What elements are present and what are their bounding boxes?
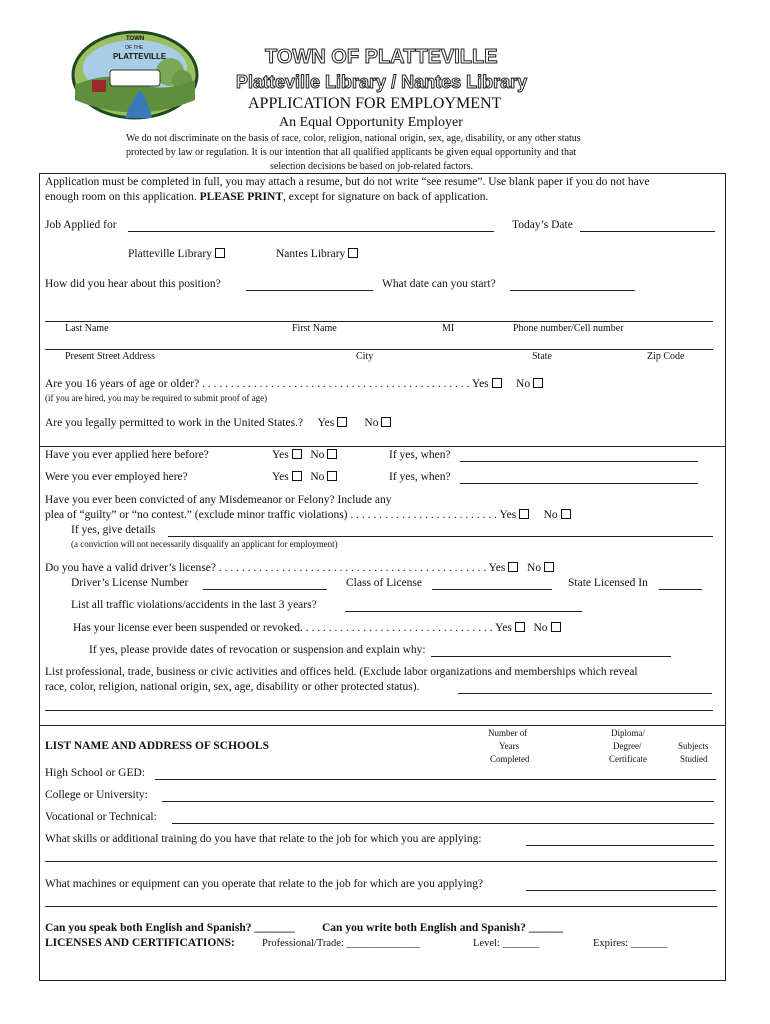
skills-label: What skills or additional training do you have that relate to the job for which you are applying: bbox=[45, 833, 482, 845]
employed-when-label: If yes, when? bbox=[389, 471, 451, 483]
phone-label: Phone number/Cell number bbox=[513, 323, 624, 334]
platteville-library-label: Platteville Library bbox=[128, 248, 212, 260]
suspension-explain-label: If yes, please provide dates of revocation or suspension and explain why: bbox=[89, 644, 426, 656]
intro-line-1: Application must be completed in full, you may attach a resume, but do not write “see resume”. Use blank paper if you do not have bbox=[45, 176, 650, 188]
permitted-question-text: Are you legally permitted to work in the United States.? bbox=[45, 417, 304, 429]
zip-label: Zip Code bbox=[647, 351, 685, 362]
high-school-label: High School or GED: bbox=[45, 767, 145, 779]
machines-field-2[interactable] bbox=[45, 906, 717, 907]
schools-heading: LIST NAME AND ADDRESS OF SCHOOLS bbox=[45, 740, 269, 752]
name-line[interactable] bbox=[45, 321, 713, 322]
suspended-yes-checkbox[interactable] bbox=[515, 622, 525, 632]
employed-yes-label: Yes bbox=[272, 471, 289, 483]
speak-spanish-question: Can you speak both English and Spanish? _______ bbox=[45, 922, 295, 934]
col-subjects-1: Subjects bbox=[678, 741, 709, 751]
permitted-no-checkbox[interactable] bbox=[381, 417, 391, 427]
job-applied-field[interactable] bbox=[128, 231, 494, 232]
eoe-line: An Equal Opportunity Employer bbox=[279, 115, 463, 130]
disclaimer-line-2: protected by law or regulation. It is our intention that all qualified applicants be given equal opportunity and that bbox=[126, 147, 577, 158]
col-years-3: Completed bbox=[490, 754, 530, 764]
disclaimer-line-3: selection decisions be based on job-related factors. bbox=[270, 161, 473, 172]
activities-field-2[interactable] bbox=[45, 710, 713, 711]
age-question bbox=[45, 378, 543, 390]
license-no-label: No bbox=[527, 562, 542, 574]
expires-field[interactable]: Expires: _______ bbox=[593, 938, 668, 949]
employed-before-options bbox=[272, 471, 337, 483]
violations-field[interactable] bbox=[345, 611, 582, 612]
write-spanish-question: Can you write both English and Spanish? ______ bbox=[322, 922, 564, 934]
suspension-explain-field[interactable] bbox=[431, 656, 671, 657]
violations-label: List all traffic violations/accidents in the last 3 years? bbox=[71, 599, 317, 611]
city-label: City bbox=[356, 351, 374, 362]
how-hear-field[interactable] bbox=[246, 290, 373, 291]
license-number-label: Driver’s License Number bbox=[71, 577, 189, 589]
activities-line-1: List professional, trade, business or civic activities and offices held. (Exclude labor organizations and memberships which reveal bbox=[45, 666, 638, 678]
convicted-question-line-1: Have you ever been convicted of any Misdemeanor or Felony? Include any bbox=[45, 494, 392, 506]
address-line[interactable] bbox=[45, 349, 713, 350]
applied-no-checkbox[interactable] bbox=[327, 449, 337, 459]
applied-yes-label: Yes bbox=[272, 449, 289, 461]
conviction-details-label: If yes, give details bbox=[71, 524, 156, 536]
age-no-label: No bbox=[516, 378, 531, 390]
town-logo bbox=[70, 30, 200, 120]
col-years-2: Years bbox=[499, 741, 520, 751]
permitted-no-label: No bbox=[364, 417, 379, 429]
nantes-library-checkbox[interactable] bbox=[348, 248, 358, 258]
machines-field-1[interactable] bbox=[526, 890, 716, 891]
license-yes-checkbox[interactable] bbox=[508, 562, 518, 572]
libraries-title: Platteville Library / Nantes Library bbox=[236, 72, 528, 92]
skills-field-1[interactable] bbox=[526, 845, 714, 846]
intro-text-end: , except for signature on back of application. bbox=[283, 191, 489, 203]
activities-field-1[interactable] bbox=[458, 693, 712, 694]
start-date-label: What date can you start? bbox=[382, 278, 496, 290]
convicted-no-label: No bbox=[543, 509, 558, 521]
machines-label: What machines or equipment can you operate that relate to the job for which are you applying? bbox=[45, 878, 484, 890]
convicted-question-line-2 bbox=[45, 509, 571, 521]
permitted-yes-checkbox[interactable] bbox=[337, 417, 347, 427]
license-no-checkbox[interactable] bbox=[544, 562, 554, 572]
vocational-field[interactable] bbox=[172, 823, 714, 824]
license-question bbox=[45, 562, 554, 574]
license-question-text: Do you have a valid driver’s license? . . . . . . . . . . . . . . . . . . . . . . . . . . . . . . . . . . . . . . . . . . . . . . . Yes bbox=[45, 562, 506, 574]
employed-no-checkbox[interactable] bbox=[327, 471, 337, 481]
mi-label: MI bbox=[442, 323, 455, 334]
convicted-yes-checkbox[interactable] bbox=[519, 509, 529, 519]
section-personal-box bbox=[39, 173, 726, 447]
job-applied-label: Job Applied for bbox=[45, 219, 117, 231]
todays-date-label: Today’s Date bbox=[512, 219, 573, 231]
col-subjects-2: Studied bbox=[680, 754, 708, 764]
age-yes-checkbox[interactable] bbox=[492, 378, 502, 388]
employed-before-label: Were you ever employed here? bbox=[45, 471, 188, 483]
last-name-label: Last Name bbox=[65, 323, 109, 334]
intro-text: enough room on this application. bbox=[45, 191, 200, 203]
professional-trade-field[interactable]: Professional/Trade: ______________ bbox=[262, 938, 420, 949]
conviction-note: (a conviction will not necessarily disqualify an applicant for employment) bbox=[71, 539, 338, 549]
col-diploma-3: Certificate bbox=[609, 754, 647, 764]
nantes-library-label: Nantes Library bbox=[276, 248, 346, 260]
activities-line-2: race, color, religion, national origin, sex, age, disability or other protected status). bbox=[45, 681, 420, 693]
employed-yes-checkbox[interactable] bbox=[292, 471, 302, 481]
intro-line-2 bbox=[45, 191, 488, 203]
age-question-text: Are you 16 years of age or older? . . . . . . . . . . . . . . . . . . . . . . . . . . . . . . . . . . . . . . . . . . . . . . . Yes bbox=[45, 378, 489, 390]
please-print: PLEASE PRINT bbox=[199, 191, 283, 203]
form-title: APPLICATION FOR EMPLOYMENT bbox=[248, 95, 502, 112]
suspended-question-text: Has your license ever been suspended or revoked. . . . . . . . . . . . . . . . . . . . . . . . . . . . . . . . . . Yes bbox=[73, 622, 512, 634]
suspended-no-checkbox[interactable] bbox=[551, 622, 561, 632]
age-note: (if you are hired, you may be required to submit proof of age) bbox=[45, 393, 268, 403]
first-name-label: First Name bbox=[292, 323, 337, 334]
disclaimer-line-1: We do not discriminate on the basis of race, color, religion, national origin, sex, age, disability, or any other status bbox=[126, 133, 581, 144]
skills-field-2[interactable] bbox=[45, 861, 717, 862]
high-school-field[interactable] bbox=[155, 779, 716, 780]
logo-text-top: TOWN bbox=[126, 36, 145, 42]
start-date-field[interactable] bbox=[510, 290, 635, 291]
suspended-question bbox=[73, 622, 561, 634]
applied-yes-checkbox[interactable] bbox=[292, 449, 302, 459]
conviction-details-field[interactable] bbox=[168, 536, 713, 537]
convicted-no-checkbox[interactable] bbox=[561, 509, 571, 519]
town-title: TOWN OF PLATTEVILLE bbox=[265, 46, 498, 68]
col-diploma-2: Degree/ bbox=[613, 741, 642, 751]
applied-no-label: No bbox=[310, 449, 325, 461]
level-field[interactable]: Level: _______ bbox=[473, 938, 540, 949]
employed-no-label: No bbox=[310, 471, 325, 483]
applied-before-options bbox=[272, 449, 337, 461]
applied-before-label: Have you ever applied here before? bbox=[45, 449, 209, 461]
state-label: State bbox=[532, 351, 552, 362]
state-licensed-field[interactable] bbox=[659, 589, 702, 590]
vocational-label: Vocational or Technical: bbox=[45, 811, 157, 823]
how-hear-label: How did you hear about this position? bbox=[45, 278, 221, 290]
college-field[interactable] bbox=[162, 801, 714, 802]
license-number-field[interactable] bbox=[203, 589, 327, 590]
license-class-label: Class of License bbox=[346, 577, 423, 589]
convicted-question-text: plea of “guilty” or “no contest.” (exclude minor traffic violations) . . . . . . . . . . . . . . . . . . . . . . . . . . Yes bbox=[45, 509, 517, 521]
col-diploma-1: Diploma/ bbox=[611, 728, 645, 738]
logo-text-name: PLATTEVILLE bbox=[113, 52, 167, 61]
col-years-1: Number of bbox=[488, 728, 528, 738]
platteville-library-checkbox[interactable] bbox=[215, 248, 225, 258]
permitted-question bbox=[45, 417, 391, 429]
todays-date-field[interactable] bbox=[580, 231, 715, 232]
applied-when-label: If yes, when? bbox=[389, 449, 451, 461]
applied-when-field[interactable] bbox=[460, 461, 698, 462]
license-class-field[interactable] bbox=[432, 589, 552, 590]
college-label: College or University: bbox=[45, 789, 148, 801]
state-licensed-label: State Licensed In bbox=[568, 577, 648, 589]
licenses-heading: LICENSES AND CERTIFICATIONS: bbox=[45, 937, 235, 949]
permitted-yes-label: Yes bbox=[317, 417, 335, 429]
suspended-no-label: No bbox=[533, 622, 548, 634]
age-no-checkbox[interactable] bbox=[533, 378, 543, 388]
employed-when-field[interactable] bbox=[460, 483, 698, 484]
nantes-library-option[interactable] bbox=[276, 248, 358, 260]
logo-text-mid: OF THE bbox=[125, 45, 144, 51]
platteville-library-option[interactable] bbox=[128, 248, 225, 260]
street-label: Present Street Address bbox=[65, 351, 155, 362]
